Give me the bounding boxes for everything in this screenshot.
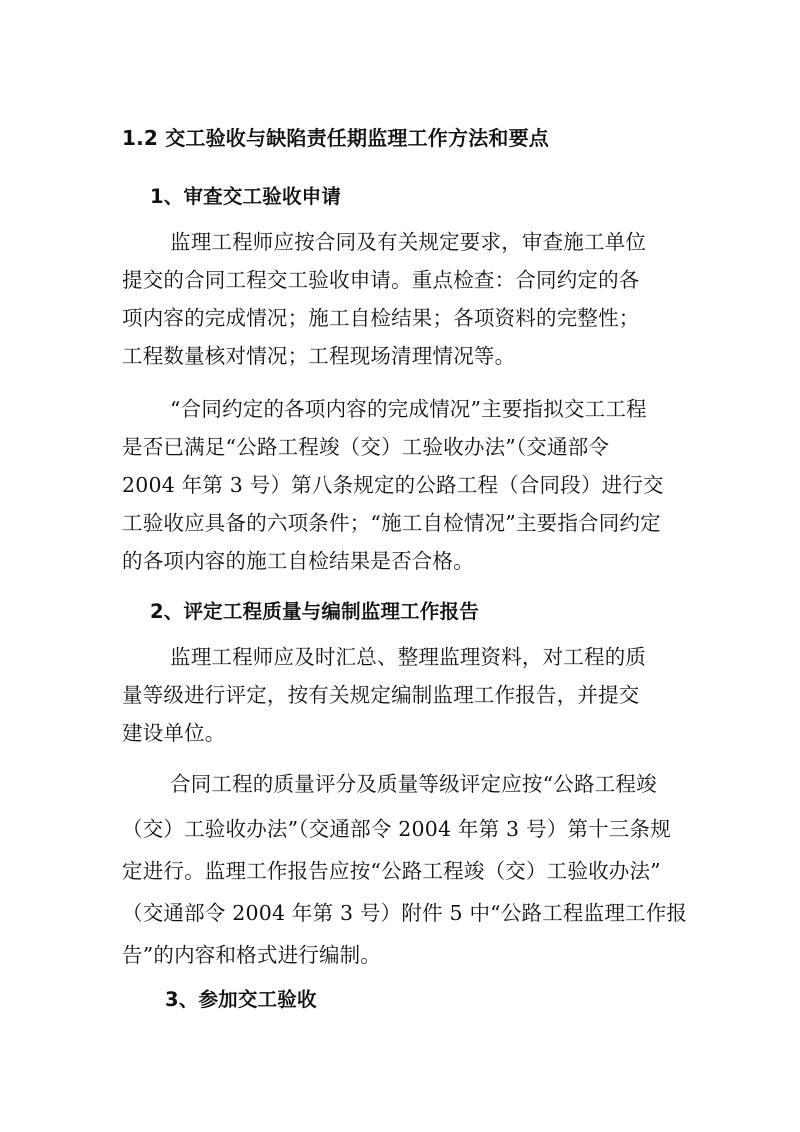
paragraph-line: 定进行。监理工作报告应按“公路工程竣（交）工验收办法”: [122, 859, 661, 883]
paragraph-line: 提交的合同工程交工验收申请。重点检查：合同约定的各: [122, 268, 640, 292]
paragraph-line: 告”的内容和格式进行编制。: [122, 943, 382, 967]
paragraph-line: 工验收应具备的六项条件；“施工自检情况”主要指合同约定: [122, 511, 661, 535]
paragraph-line: 项内容的完成情况；施工自检结果；各项资料的完整性；: [122, 306, 640, 330]
paragraph-line: 量等级进行评定，按有关规定编制监理工作报告，并提交: [122, 683, 640, 707]
paragraph-line: 是否已满足“公路工程竣（交）工验收办法”（交通部令: [122, 435, 610, 459]
paragraph-line: （交）工验收办法”（交通部令 2004 年第 3 号）第十三条规: [122, 817, 671, 841]
paragraph-line: 工程数量核对情况；工程现场清理情况等。: [122, 344, 516, 368]
paragraph-line: 合同工程的质量评分及质量等级评定应按“公路工程竣: [170, 772, 657, 796]
paragraph-line: 监理工程师应及时汇总、整理监理资料，对工程的质: [170, 645, 647, 669]
heading-3: 3、参加交工验收: [165, 988, 317, 1011]
paragraph-line: （交通部令 2004 年第 3 号）附件 5 中“公路工程监理工作报: [122, 901, 688, 925]
heading-1: 1、审查交工验收申请: [150, 185, 342, 208]
heading-2: 2、评定工程质量与编制监理工作报告: [150, 600, 479, 623]
paragraph-line: “合同约定的各项内容的完成情况”主要指拟交工工程: [170, 397, 647, 421]
section-title: 1.2 交工验收与缺陷责任期监理工作方法和要点: [122, 126, 549, 150]
paragraph-line: 监理工程师应按合同及有关规定要求，审查施工单位: [170, 230, 647, 254]
paragraph-line: 2004 年第 3 号）第八条规定的公路工程（合同段）进行交: [122, 473, 664, 497]
paragraph-line: 的各项内容的施工自检结果是否合格。: [122, 549, 474, 573]
paragraph-line: 建设单位。: [122, 721, 226, 745]
